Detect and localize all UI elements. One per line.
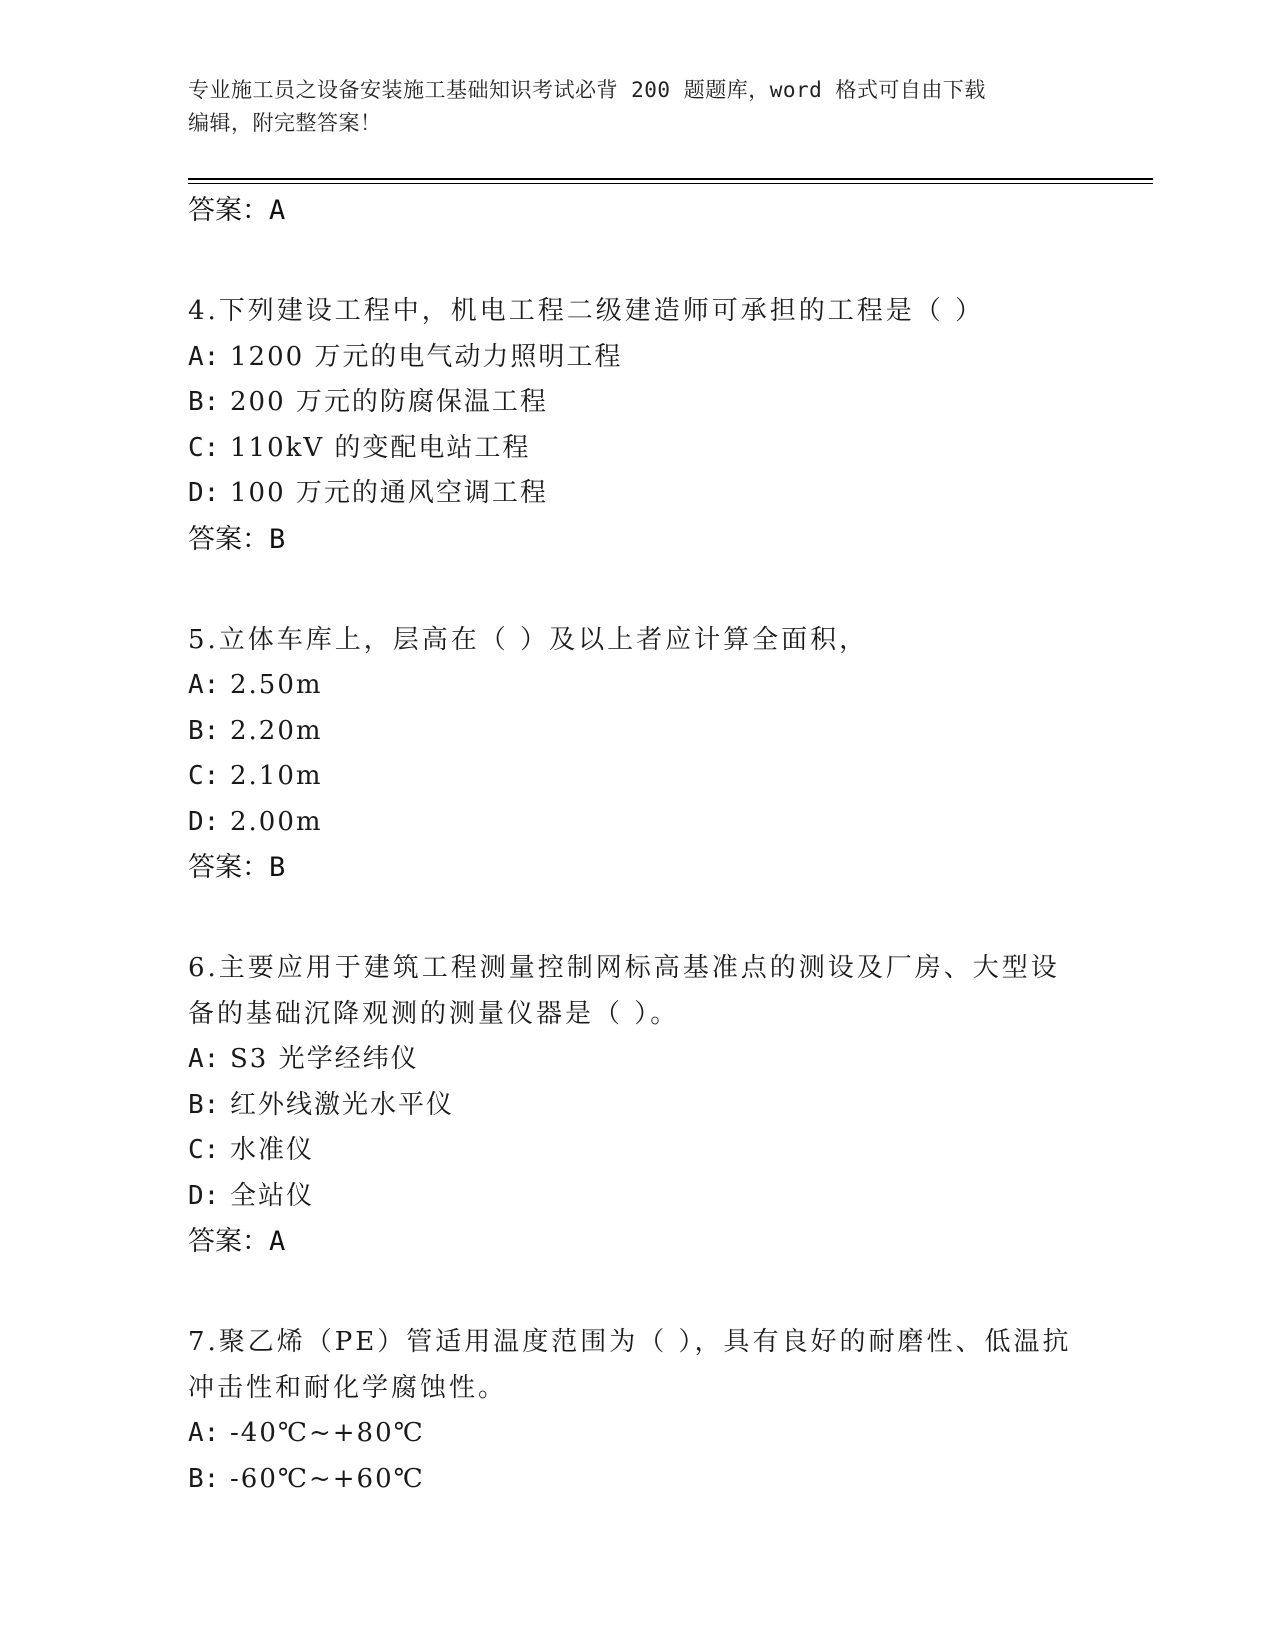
option-a [188, 1037, 1088, 1083]
question-stem-line-2: 冲击性和耐化学腐蚀性。 [188, 1372, 508, 1403]
option-text: 2.10m [230, 761, 323, 791]
option-c [188, 426, 1088, 472]
option-text: 2.00m [230, 806, 323, 837]
question-block-5 [188, 618, 1088, 891]
option-b [188, 709, 1088, 755]
spacer [188, 562, 1088, 618]
option-key: B: [188, 715, 220, 746]
option-key: B: [188, 1089, 220, 1120]
header-rule-thick [188, 178, 1153, 180]
option-text: 1200 万元的电气动力照明工程 [230, 341, 623, 372]
option-text: -40℃~+80℃ [230, 1418, 425, 1448]
header-line-1: 专业施工员之设备安装施工基础知识考试必背 200 题题库，word 格式可自由下载 [188, 78, 986, 102]
question-stem-line-2: 备的基础沉降观测的测量仪器是（ ）。 [188, 998, 680, 1029]
answer-value: A [269, 1226, 286, 1257]
question-stem: 5.立体车库上，层高在（ ）及以上者应计算全面积， [188, 624, 869, 655]
answer-label: 答案： [188, 852, 269, 883]
option-d [188, 471, 1088, 517]
answer-label: 答案： [188, 523, 269, 555]
option-text: 2.20m [230, 715, 323, 746]
option-text: 200 万元的防腐保温工程 [230, 387, 548, 417]
question-block-7 [188, 1320, 1088, 1502]
option-key: C: [188, 761, 220, 791]
question-stem-line-1: 6.主要应用于建筑工程测量控制网标高基准点的测设及厂房、大型设 [188, 953, 1060, 983]
question-list [188, 188, 1088, 1502]
option-text: -60℃~+60℃ [230, 1463, 425, 1494]
option-text: 100 万元的通风空调工程 [230, 478, 548, 508]
option-key: D: [188, 478, 220, 508]
answer-value: A [269, 195, 286, 226]
question-stem: 4.下列建设工程中，机电工程二级建造师可承担的工程是（ ） [188, 296, 985, 326]
answer-line [188, 1219, 1088, 1264]
option-d [188, 800, 1088, 846]
option-key: A: [188, 670, 220, 700]
answer-value: B [269, 852, 286, 883]
option-text: 全站仪 [230, 1180, 315, 1211]
question-stem-line-1: 7.聚乙烯（PE）管适用温度范围为（ ），具有良好的耐磨性、低温抗 [188, 1327, 1072, 1357]
option-key: C: [188, 432, 220, 463]
header-rule-thin [188, 183, 1153, 184]
page-header [188, 74, 1088, 140]
option-a [188, 335, 1088, 381]
answer-value: B [269, 523, 286, 555]
answer-label: 答案： [188, 1226, 269, 1257]
option-b [188, 380, 1088, 426]
option-text: 红外线激光水平仪 [230, 1089, 455, 1120]
option-d [188, 1174, 1088, 1220]
option-key: A: [188, 1418, 220, 1448]
option-key: B: [188, 387, 220, 417]
option-b [188, 1083, 1088, 1129]
answer-line [188, 845, 1088, 890]
question-block-4 [188, 289, 1088, 562]
question-block-6 [188, 946, 1088, 1264]
option-c [188, 1128, 1088, 1174]
answer-line [188, 517, 1088, 562]
spacer [188, 890, 1088, 946]
option-key: C: [188, 1135, 220, 1165]
option-key: A: [188, 1044, 220, 1074]
answer-label: 答案： [188, 195, 269, 226]
spacer [188, 233, 1088, 289]
option-key: D: [188, 1180, 220, 1211]
answer-line-q3 [188, 188, 1088, 233]
option-text: 2.50m [230, 670, 323, 700]
option-key: B: [188, 1463, 220, 1494]
option-text: S3 光学经纬仪 [230, 1044, 419, 1074]
option-text: 水准仪 [230, 1135, 315, 1165]
spacer [188, 1264, 1088, 1320]
option-key: A: [188, 341, 220, 372]
option-key: D: [188, 806, 220, 837]
option-text: 110kV 的变配电站工程 [230, 432, 531, 463]
header-line-2: 编辑，附完整答案！ [188, 111, 382, 135]
option-c [188, 754, 1088, 800]
option-a [188, 663, 1088, 709]
option-b [188, 1457, 1088, 1503]
option-a [188, 1411, 1088, 1457]
